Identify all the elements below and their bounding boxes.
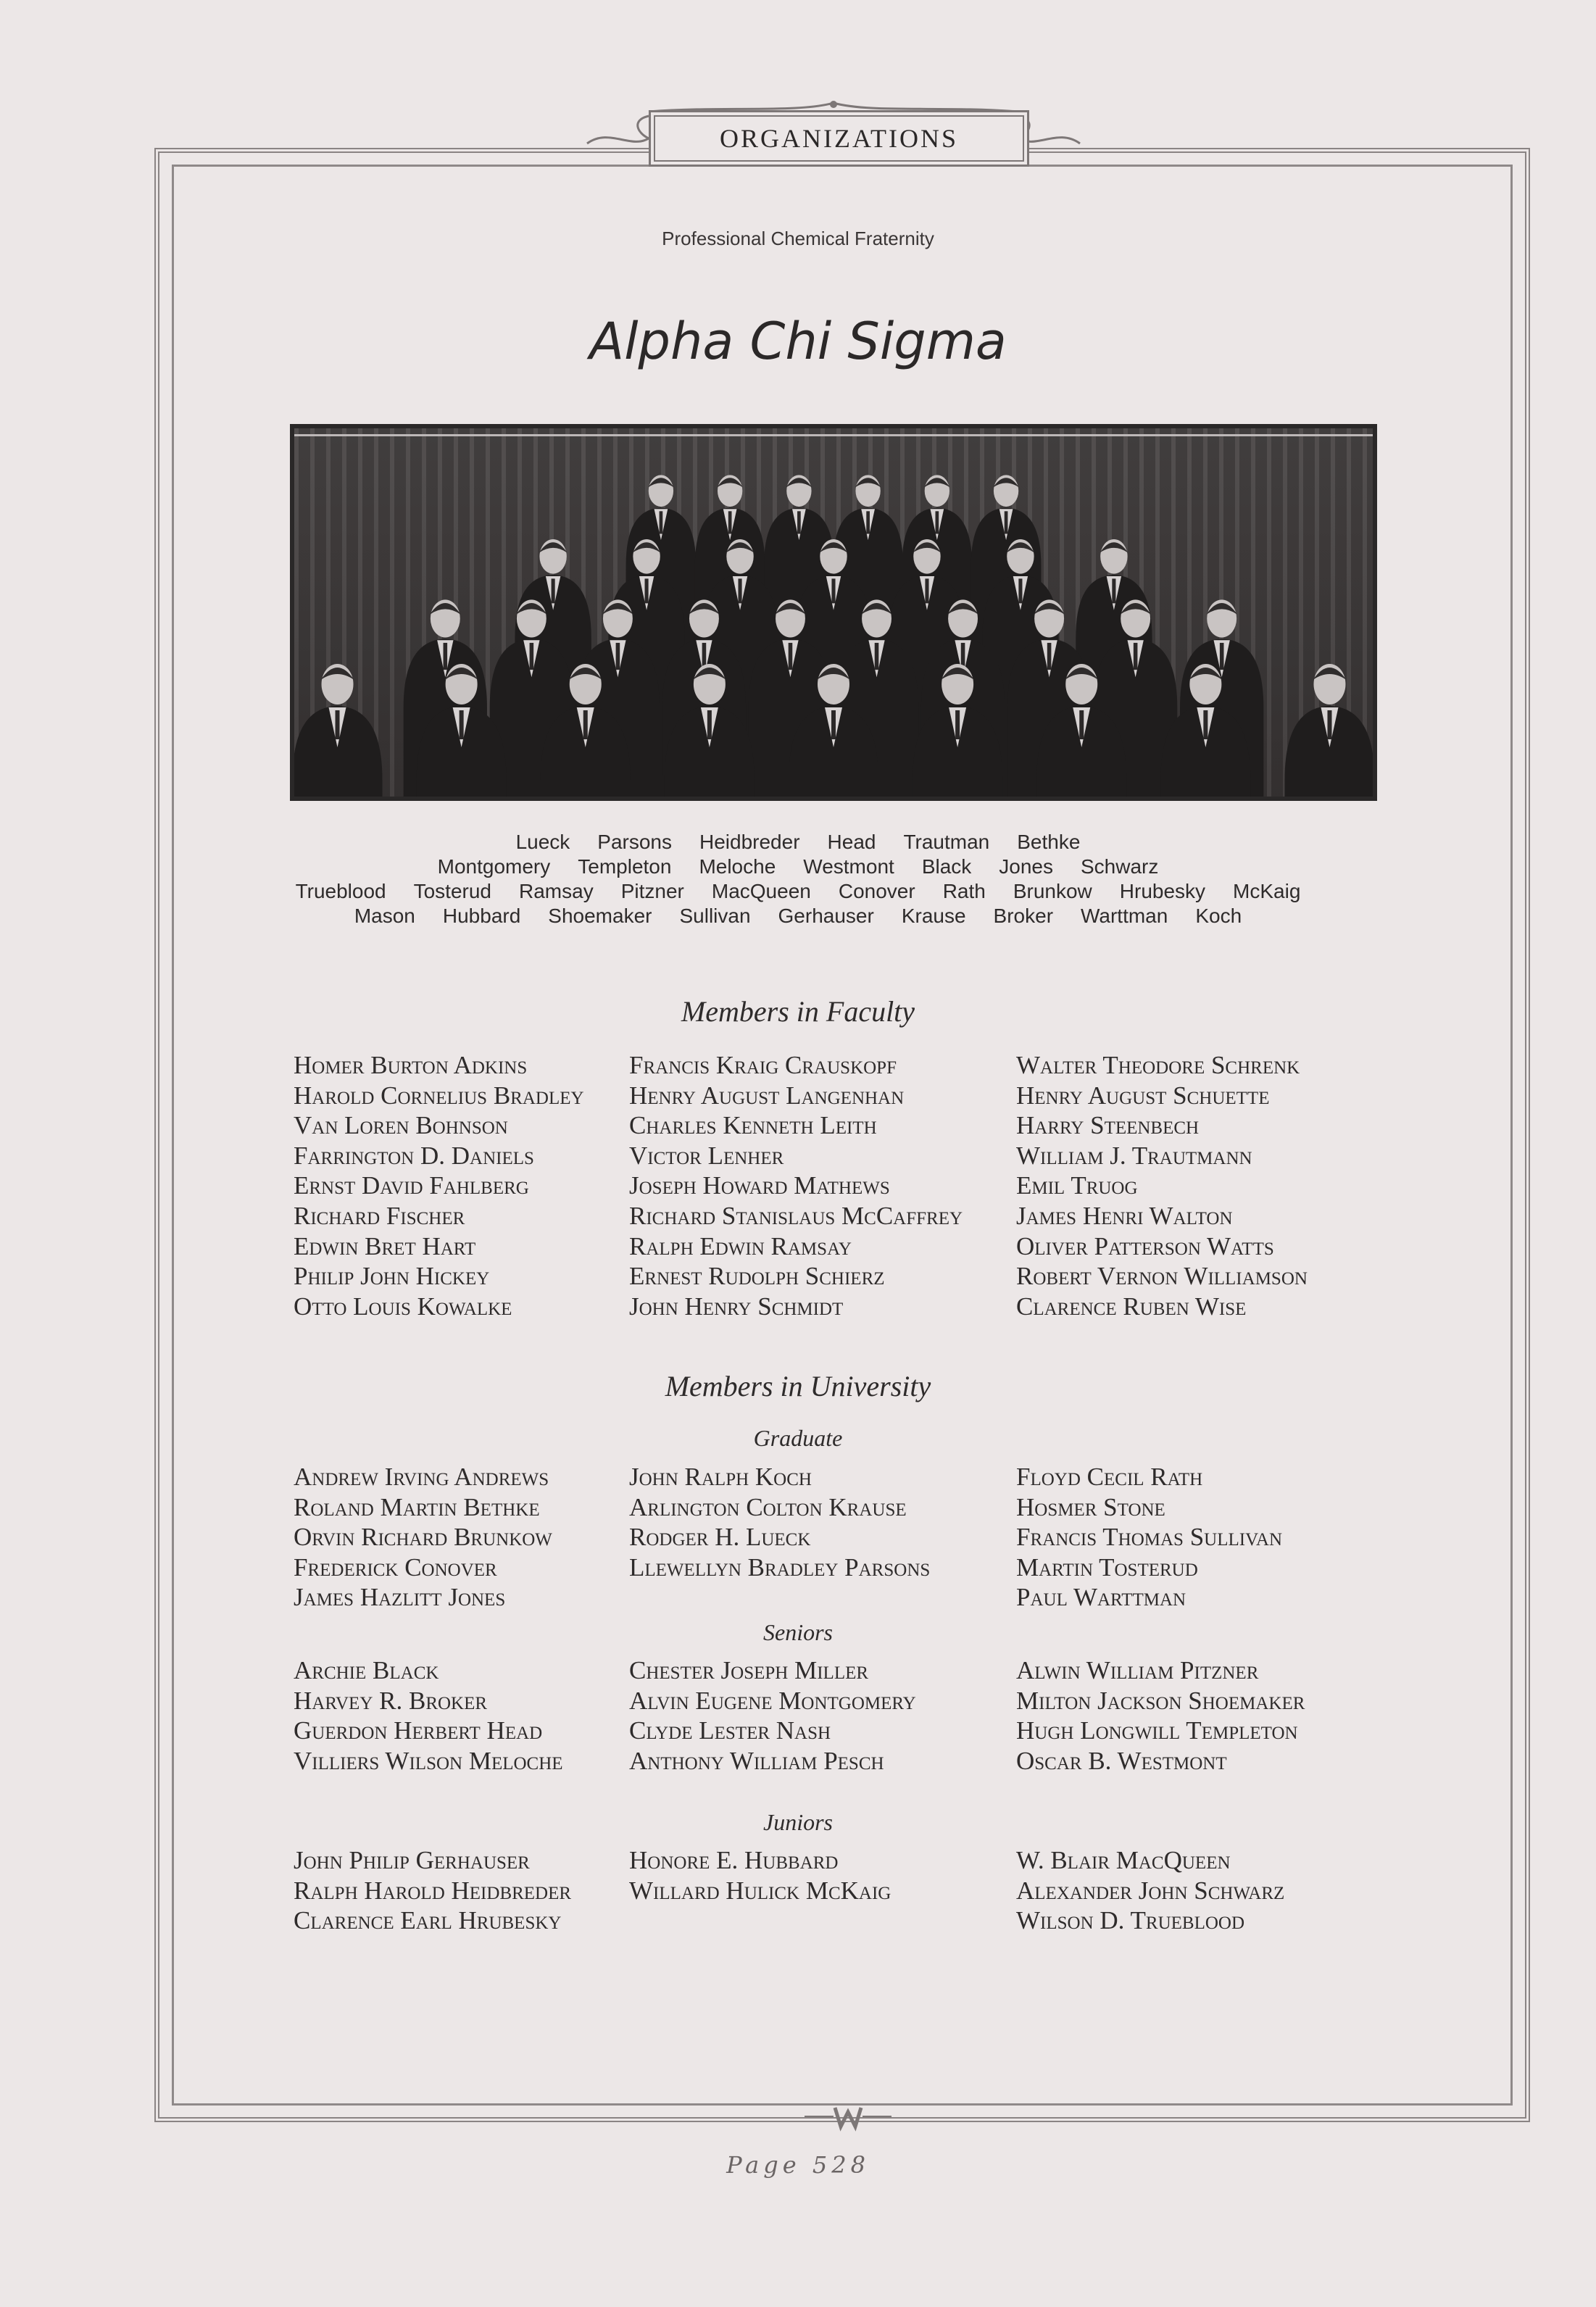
caption-name: Westmont: [803, 855, 894, 878]
member-name: Philip John Hickey: [294, 1262, 490, 1291]
group-photograph: [290, 424, 1377, 801]
faculty-column-1: [294, 1050, 584, 1321]
member-name: Anthony William Pesch: [629, 1746, 884, 1775]
member-name: Robert Vernon Williamson: [1016, 1262, 1308, 1291]
member-name: Milton Jackson Shoemaker: [1016, 1686, 1305, 1715]
faculty-column-2: [629, 1050, 963, 1321]
member-name: Ernest Rudolph Schierz: [629, 1262, 885, 1291]
caption-name: Head: [827, 831, 876, 853]
faculty-column-3: [1016, 1050, 1308, 1321]
section-label: ORGANIZATIONS: [720, 124, 958, 153]
member-name: Otto Louis Kowalke: [294, 1292, 512, 1321]
university-heading: Members in University: [665, 1370, 931, 1402]
caption-name: Bethke: [1017, 831, 1081, 853]
member-name: Ralph Edwin Ramsay: [629, 1231, 852, 1260]
caption-name: Pitzner: [620, 880, 684, 902]
member-name: Oliver Patterson Watts: [1016, 1231, 1274, 1260]
page-number: Page 528: [726, 2151, 870, 2179]
member-name: Martin Tosterud: [1016, 1552, 1198, 1581]
member-name: William J. Trautmann: [1016, 1141, 1252, 1170]
member-name: Henry August Schuette: [1016, 1081, 1270, 1110]
member-name: Harry Steenbech: [1016, 1111, 1200, 1140]
caption-name: Lueck: [515, 831, 570, 853]
caption-name: Conover: [838, 880, 915, 902]
member-name: Walter Theodore Schrenk: [1016, 1051, 1300, 1079]
footer-w-ornament: [805, 2100, 891, 2137]
caption-name: Templeton: [578, 855, 672, 878]
member-name: Joseph Howard Mathews: [629, 1171, 890, 1200]
member-name: Guerdon Herbert Head: [294, 1716, 543, 1745]
caption-name: Trautman: [903, 831, 990, 853]
member-name: Honore E. Hubbard: [629, 1846, 839, 1874]
member-name: Paul Warttman: [1016, 1583, 1186, 1612]
photo-figure: [1284, 664, 1373, 797]
seniors-heading: Seniors: [763, 1619, 833, 1645]
member-name: John Ralph Koch: [629, 1463, 812, 1491]
juniors-column-3: [1016, 1845, 1284, 1936]
graduate-heading: Graduate: [753, 1425, 843, 1451]
member-name: Ernst David Fahlberg: [294, 1171, 529, 1200]
member-name: Clarence Ruben Wise: [1016, 1292, 1247, 1321]
caption-name: Montgomery: [437, 855, 551, 878]
member-name: Emil Truog: [1016, 1171, 1138, 1200]
seniors-column-1: [294, 1655, 563, 1776]
member-name: Alwin William Pitzner: [1016, 1656, 1259, 1684]
member-name: Llewellyn Bradley Parsons: [629, 1552, 931, 1581]
caption-name: Koch: [1195, 905, 1242, 927]
caption-name: Warttman: [1081, 905, 1168, 927]
caption-row: [0, 831, 1596, 854]
photo-border-line: [294, 434, 1373, 436]
member-name: Henry August Langenhan: [629, 1081, 905, 1110]
caption-name: Broker: [993, 905, 1054, 927]
graduate-column-1: [294, 1462, 552, 1613]
juniors-heading: Juniors: [763, 1809, 833, 1835]
caption-name: MacQueen: [711, 880, 811, 902]
member-name: Oscar B. Westmont: [1016, 1746, 1227, 1775]
member-name: Archie Black: [294, 1656, 439, 1684]
member-name: Richard Stanislaus McCaffrey: [629, 1201, 963, 1230]
member-name: Orvin Richard Brunkow: [294, 1523, 552, 1552]
page-title: Alpha Chi Sigma: [589, 312, 1007, 371]
caption-name: Ramsay: [519, 880, 594, 902]
caption-name: Heidbreder: [699, 831, 800, 853]
member-name: Edwin Bret Hart: [294, 1231, 476, 1260]
juniors-column-1: [294, 1845, 571, 1936]
caption-name: Brunkow: [1013, 880, 1092, 902]
member-name: Andrew Irving Andrews: [294, 1463, 549, 1491]
member-name: Victor Lenher: [629, 1141, 784, 1170]
graduate-column-2: [629, 1462, 930, 1582]
member-name: Alvin Eugene Montgomery: [629, 1686, 916, 1715]
member-name: Villiers Wilson Meloche: [294, 1746, 563, 1775]
caption-name: Trueblood: [295, 880, 386, 902]
member-name: Homer Burton Adkins: [294, 1051, 528, 1079]
caption-name: Tosterud: [413, 880, 492, 902]
member-name: Francis Kraig Crauskopf: [629, 1051, 897, 1079]
member-name: John Henry Schmidt: [629, 1292, 844, 1321]
seniors-column-2: [629, 1655, 916, 1776]
member-name: Hugh Longwill Templeton: [1016, 1716, 1298, 1745]
member-name: Arlington Colton Krause: [629, 1492, 907, 1521]
member-name: Charles Kenneth Leith: [629, 1111, 877, 1140]
caption-name: Krause: [901, 905, 966, 927]
caption-name: Gerhauser: [778, 905, 874, 927]
faculty-heading: Members in Faculty: [681, 995, 915, 1028]
caption-name: Mason: [354, 905, 415, 927]
caption-name: Black: [921, 855, 972, 878]
member-name: John Philip Gerhauser: [294, 1846, 530, 1874]
member-name: Frederick Conover: [294, 1552, 497, 1581]
caption-name: Sullivan: [679, 905, 751, 927]
member-name: Harold Cornelius Bradley: [294, 1081, 584, 1110]
caption-name: Rath: [942, 880, 986, 902]
member-name: Floyd Cecil Rath: [1016, 1463, 1203, 1491]
member-name: Rodger H. Lueck: [629, 1523, 811, 1552]
juniors-column-2: [629, 1845, 891, 1905]
member-name: Van Loren Bohnson: [294, 1111, 508, 1140]
member-name: Chester Joseph Miller: [629, 1656, 869, 1684]
caption-name: Jones: [999, 855, 1053, 878]
member-name: Harvey R. Broker: [294, 1686, 488, 1715]
caption-name: Meloche: [699, 855, 776, 878]
member-name: Farrington D. Daniels: [294, 1141, 534, 1170]
graduate-column-3: [1016, 1462, 1282, 1613]
member-name: Willard Hulick McKaig: [629, 1876, 891, 1905]
caption-name: Shoemaker: [548, 905, 652, 927]
caption-name: McKaig: [1233, 880, 1301, 902]
member-name: Roland Martin Bethke: [294, 1492, 540, 1521]
seniors-column-3: [1016, 1655, 1305, 1776]
photo-figure: [294, 664, 383, 797]
member-name: Alexander John Schwarz: [1016, 1876, 1285, 1905]
member-name: Hosmer Stone: [1016, 1492, 1165, 1521]
member-name: Wilson D. Trueblood: [1016, 1906, 1245, 1935]
member-name: Ralph Harold Heidbreder: [294, 1876, 572, 1905]
member-name: Francis Thomas Sullivan: [1016, 1523, 1283, 1552]
member-name: James Hazlitt Jones: [294, 1583, 506, 1612]
caption-name: Hrubesky: [1119, 880, 1206, 902]
caption-name: Parsons: [597, 831, 672, 853]
page-subtitle: Professional Chemical Fraternity: [662, 228, 934, 249]
member-name: Clarence Earl Hrubesky: [294, 1906, 562, 1935]
caption-name: Schwarz: [1081, 855, 1159, 878]
member-name: Clyde Lester Nash: [629, 1716, 831, 1745]
header-banner: [649, 110, 1029, 167]
caption-row: [0, 880, 1596, 903]
member-name: W. Blair MacQueen: [1016, 1846, 1231, 1874]
member-name: James Henri Walton: [1016, 1201, 1233, 1230]
caption-row: [0, 905, 1596, 928]
member-name: Richard Fischer: [294, 1201, 465, 1230]
caption-name: Hubbard: [442, 905, 521, 927]
caption-row: [0, 855, 1596, 878]
